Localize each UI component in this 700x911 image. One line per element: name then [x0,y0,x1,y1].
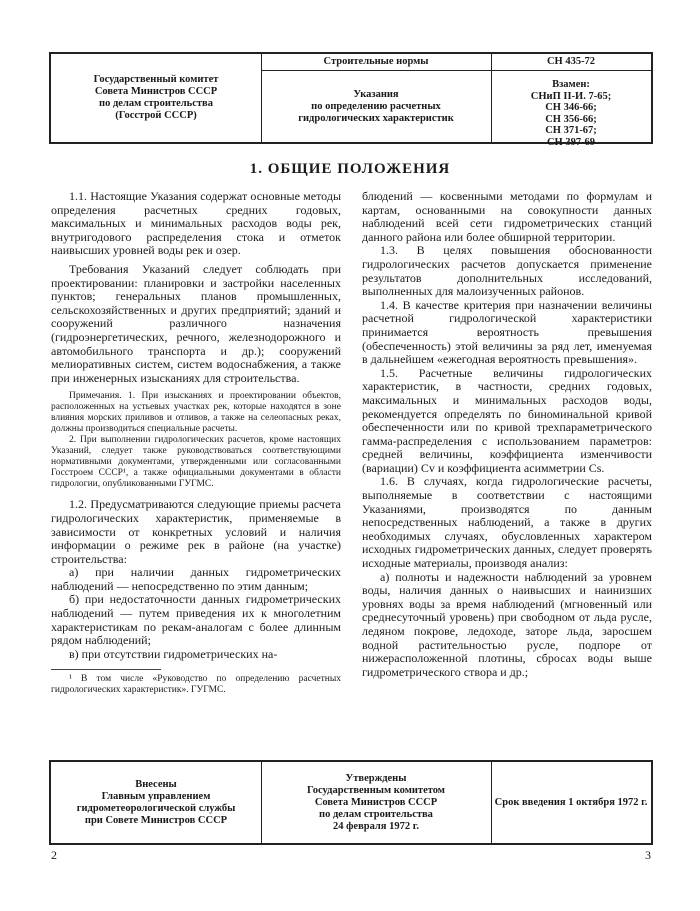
committee-line: по делам строительства [99,98,213,109]
introduced-line: Внесены [135,778,177,790]
doc-code: СН 435-72 [491,54,651,71]
effective-date-cell [491,762,651,843]
section-title: 1. ОБЩИЕ ПОЛОЖЕНИЯ [249,161,451,177]
item-a-right: а) полноты и надежности наблюдений за уровнем воды, наличия данных о наивысших и наинизших уровнях воды за время наблюдений (мгновенный или среднесуточный уровень) при свободном от льда русле, ледяном покрове, ледоходе, заторе льда, заросшем водной растительностью русле, подпоре от нижерасположенной плотины, сбросах воды выше гидрометрического створа и др.; [362,569,652,679]
introduced-line: гидрометеорологической службы [76,802,236,814]
committee-line: (Госстрой СССР) [115,110,197,121]
doc-title-line: Указания [353,89,399,100]
approved-line: Государственным комитетом [307,784,445,796]
approved-line: 24 февраля 1972 г. [333,820,419,832]
paragraph-1-6: 1.6. В случаях, когда гидрологические расчеты, выполняемые в соответствии с настоящими Указаниями, производятся по данным непосредственных наблюдений, а также в других необходимых случаях, обусловленных характером исходных гидрометрических данных, следует проверять исходные материалы, производя анализ: [362,474,652,571]
footnote-rule [51,669,161,670]
page-number-right: 3 [645,848,651,862]
header-table [49,52,653,148]
title-cell [261,54,492,142]
replaces-item: СН 371-67; [545,125,597,136]
item-b: б) при недостаточности данных гидрометрических наблюдений — путем приведения их к многолетним характеристикам по рекам-аналогам с более длинным рядом наблюдений; [51,592,341,648]
introduced-line: Главным управлением [101,790,211,802]
item-a: а) при наличии данных гидрометрических наблюдений — непосредственно по этим данным; [51,565,341,593]
note-2: 2. При выполнении гидрологических расчетов, кроме настоящих Указаний, следует также руководствоваться соответствующими нормативными документами, утвержденными или согласованными Госстроем СССР¹, а также официальными документами в области гидрологии, опубликованными ГУГМС. [51,435,341,490]
committee-line: Государственный комитет [93,74,219,85]
page-number-left: 2 [51,848,57,862]
paragraph-1-3: 1.3. В целях повышения обоснованности гидрологических расчетов допускается применение результатов дополнительных исследований, выполненных для малоизученных районов. [362,243,652,299]
paragraph-1-1: 1.1. Настоящие Указания содержат основные методы определения расчетных средних годовых, максимальных и минимальных расходов воды рек, внутригодового распределения стока и отметок наивысших уровней воды рек и озер. [51,189,341,258]
replaces-item: СН 397-69 [546,136,596,148]
approved-cell [261,762,492,843]
paragraph-1-2: 1.2. Предусматриваются следующие приемы расчета гидрологических характеристик, применяемые в зависимости от конкретных условий и наличия информации о режиме рек в районе (на участке) строительства: [51,497,341,566]
effective-date: Срок введения 1 октября 1972 г. [494,796,648,808]
committee-cell [51,54,262,142]
paragraph-1-4: 1.4. В качестве критерия при назначении величины расчетной гидрологической характеристики принимается вероятность превышения (обеспеченность) этой величины за ряд лет, именуемая в дальнейшем «ежегодная вероятность превышения». [362,297,652,367]
footnote: ¹ В том числе «Руководство по определению расчетных гидрологических характеристик». ГУГМС. [51,674,341,696]
committee-line: Совета Министров СССР [94,86,218,97]
introduced-line: при Совете Министров СССР [84,814,228,826]
continued-paragraph: блюдений — косвенными методами по формулам и картам, основанными на совокупности данных наблюдений всей сети гидрометрических станций данного района или более обширной территории. [362,189,652,244]
replaces-item: СНиП II-И. 7-65; [530,90,612,102]
doc-title-line: гидрологических характеристик [298,113,454,124]
replaces-item: СН 346-66; [545,102,597,113]
item-v: в) при отсутствии гидрометрических на- [69,646,278,661]
left-column [51,190,341,696]
approved-line: Утверждены [345,772,407,784]
note-1: Примечания. 1. При изысканиях и проектировании объектов, расположенных на устьевых участках рек, которые находятся в зоне влияния морских приливов и отливов, а также на селеопасных реках, должны производиться специальные расчеты. [51,391,341,435]
code-cell [491,54,651,148]
right-column [362,190,652,679]
norms-label: Строительные нормы [261,54,491,71]
introduced-cell [51,762,262,843]
approved-line: по делам строительства [319,808,433,820]
doc-title-line: по определению расчетных [311,101,441,112]
paragraph-requirements: Требования Указаний следует соблюдать при проектировании: планировки и застройки населенных пунктов; генеральных планов промышленных, сельскохозяйственных и других предприятий; зданий и сооружений различного назначения (гидроэнергетических, речного, железнодорожного и автомобильного транспорта и др.); сооружений мелиоративных систем, систем водоснабжения, а также при инженерных изысканиях для строительства. [51,261,341,385]
replaces-label: Взамен: [552,79,590,90]
footer-table [49,760,653,845]
paragraph-1-5: 1.5. Расчетные величины гидрологических характеристик, в частности, средних годовых, максимальных и минимальных расходов воды, рекомендуется определять по биноминальной кривой обеспеченности или по кривой трехпараметрического гамма-распределения с использованием параметров: средней величины, коэффициента изменчивости (вариации) Cv и коэффициента асимметрии Cs. [362,365,652,475]
replaces-item: СН 356-66; [545,113,597,125]
approved-line: Совета Министров СССР [314,796,438,808]
